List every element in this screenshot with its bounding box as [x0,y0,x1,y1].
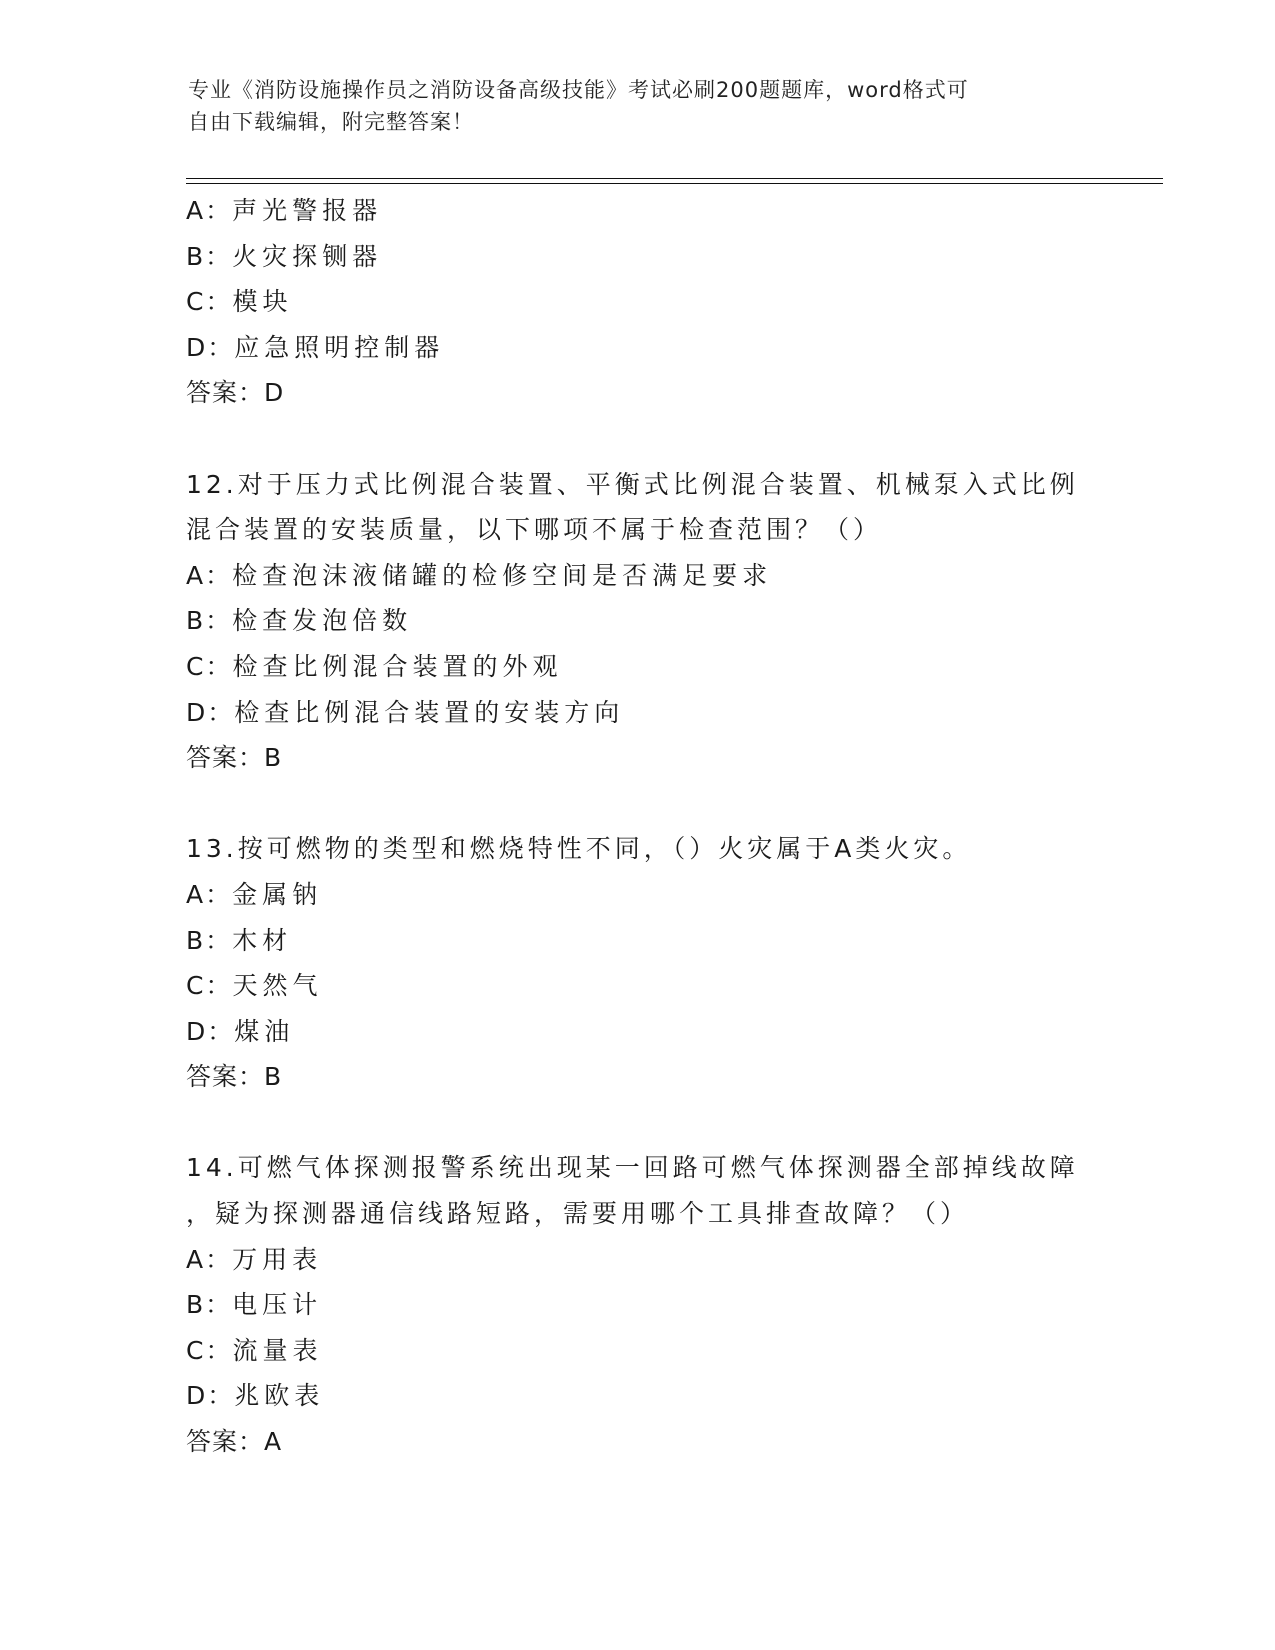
question-stem-line-2: ，疑为探测器通信线路短路，需要用哪个工具排查故障？（） [186,1199,970,1229]
option-d: D：兆欧表 [186,1381,325,1411]
header-title-line-1: 专业《消防设施操作员之消防设备高级技能》考试必刷200题题库，word格式可 [188,78,969,102]
question-stem-line-1: 12.对于压力式比例混合装置、平衡式比例混合装置、机械泵入式比例 [186,469,1079,499]
option-b: B：检查发泡倍数 [186,606,413,636]
question-13 [186,826,1086,1100]
answer-line: 答案：B [186,743,283,773]
option-d: D：煤油 [186,1016,295,1046]
option-a: A：万用表 [186,1244,323,1274]
question-list [186,188,1086,1465]
answer-line: 答案：A [186,1427,283,1457]
option-c: C：检查比例混合装置的外观 [186,651,563,681]
option-b: B：木材 [186,925,293,955]
option-d: D：检查比例混合装置的安装方向 [186,697,625,727]
header-divider-bottom [186,183,1163,184]
question-stem-line-2: 混合装置的安装质量，以下哪项不属于检查范围？（） [186,515,883,545]
option-a: A：金属钠 [186,879,323,909]
option-b: B：火灾探铡器 [186,241,383,271]
option-c: C：模块 [186,287,293,317]
option-b: B：电压计 [186,1290,323,1320]
page-header [188,74,1088,138]
header-title-line-2: 自由下载编辑，附完整答案！ [188,110,474,134]
option-d: D：应急照明控制器 [186,332,445,362]
option-a: A：声光警报器 [186,196,383,225]
option-c: C：天然气 [186,971,323,1001]
answer-line: 答案：B [186,1062,283,1092]
option-c: C：流量表 [186,1335,323,1365]
question-14 [186,1145,1086,1464]
answer-line: 答案：D [186,378,285,408]
question-stem-line-1: 14.可燃气体探测报警系统出现某一回路可燃气体探测器全部掉线故障 [186,1153,1079,1183]
option-a: A：检查泡沫液储罐的检修空间是否满足要求 [186,560,773,590]
header-divider-top [186,178,1163,179]
question-stem-line-1: 13.按可燃物的类型和燃烧特性不同，（）火灾属于A类火灾。 [186,834,972,864]
question-11 [186,188,1086,416]
question-12 [186,462,1086,781]
